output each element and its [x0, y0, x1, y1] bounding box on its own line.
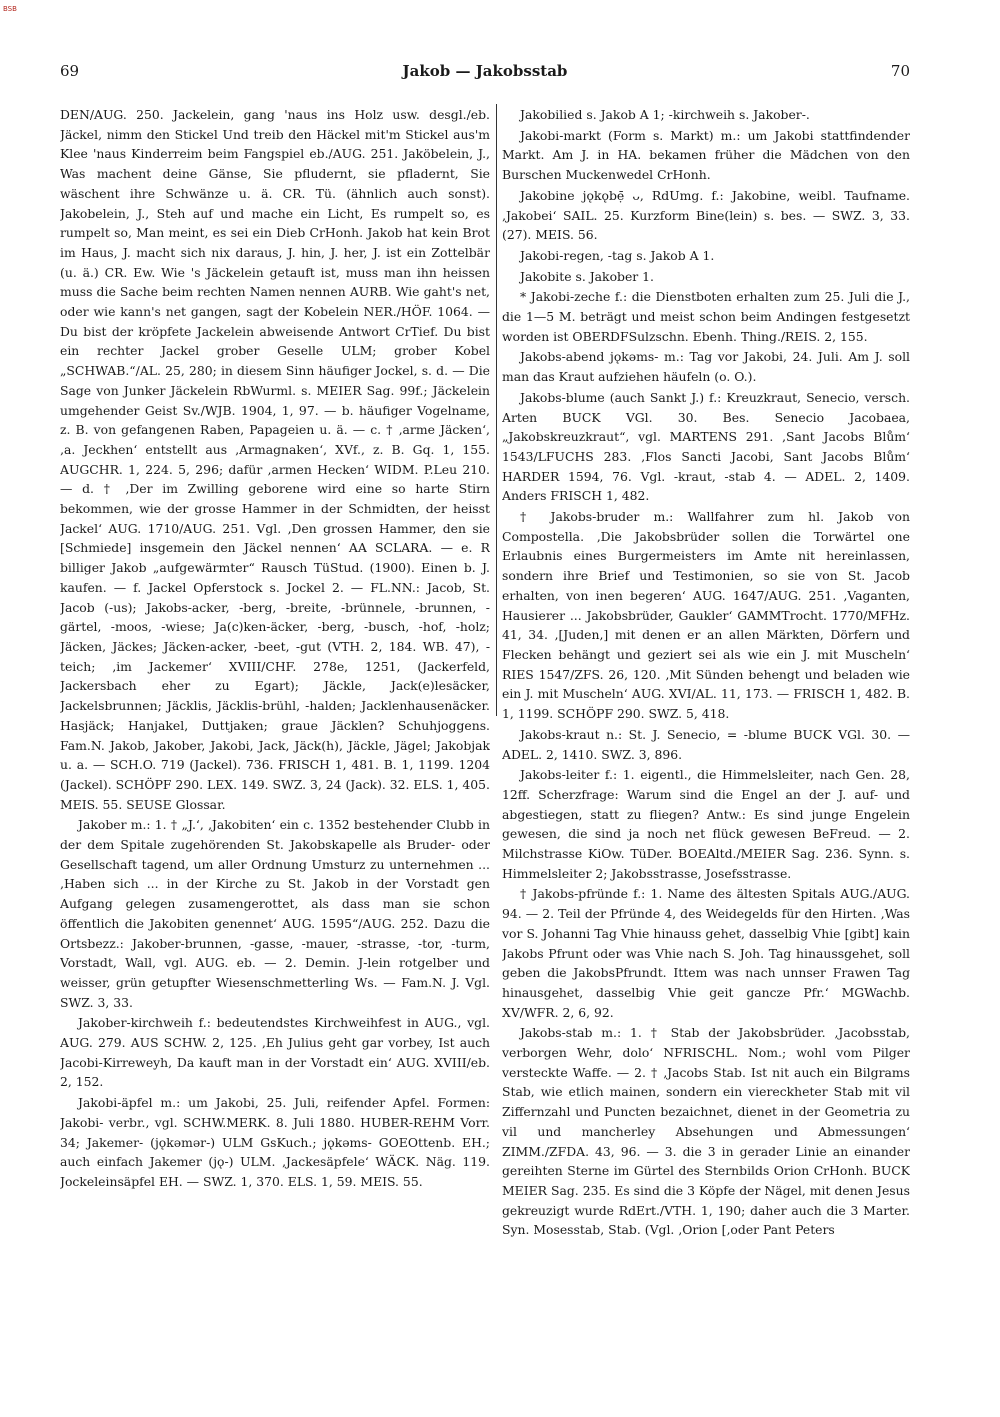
- entry-paragraph: Jakobs-kraut n.: St. J. Senecio, = -blume BUCK VGl. 30. — ADEL. 2, 1410. SWZ. 3, 896.: [502, 726, 910, 762]
- entry-paragraph: Jakobine jǫkǫbẹ̄ ᴗ, RdUmg. f.: Jakobine, weibl. Taufname. ‚Jakobei‘ SAIL. 25. Kurzform Bine(lein) s. bes. — SWZ. 3, 33. (27). MEIS. 56.: [502, 187, 910, 243]
- entry-paragraph: Jakobs-stab m.: 1. † Stab der Jakobsbrüder. ‚Jacobsstab, verborgen Wehr, dolo‘ NFRISCHL. Nom.; wohl vom Pilger versteckte Waffe. — 2. † ‚Jacobs Stab. Ist nit auch ein Bilgrams Stab, wie etlich mainen, sondern ein viereckheter Stab mit vil Ziffernzahl und Puncten bezaichnet, dienet in der Geometria zu vil und mancherley Absehungen und Abmessungen‘ ZIMM./ZFDA. 43, 96. — 3. die 3 in gerader Linie an einander gereihten Sterne im Gürtel des Sternbilds Orion CrHonh. BUCK MEIER Sag. 235. Es sind die 3 Köpfe der Nägel, mit denen Jesus gekreuzigt wurde RdErt./VTH. 1, 190; daher auch die 3 Marter. Syn. Mosesstab, Stab. (Vgl. ‚Orion [‚oder Pant Peters: [502, 1025, 910, 1238]
- entry-paragraph: Jakobi-markt (Form s. Markt) m.: um Jakobi stattfindender Markt. Am J. in HA. bekamen früher die Mädchen von den Burschen Muckenwedel CrHonh.: [502, 127, 910, 183]
- entry-paragraph: Jakober m.: 1. † „J.‘, ‚Jakobiten‘ ein c. 1352 bestehender Clubb in der dem Spitale zugehörenden St. Jakobskapelle als Bruder- oder Gesellschaft tagend, um aller Ordnung Umsturz zu unternehmen ... ‚Haben sich ... in der Kirche zu St. Jakob in der Vorstadt gen Aufgang gelegen zusamengerottet, als dass man sie schon öffentlich die Jakobiten genennet‘ AUG. 1595“/AUG. 252. Dazu die Ortsbezz.: Jakober-brunnen, -gasse, -mauer, -strasse, -tor, -turm, Vorstadt, Wall, vgl. AUG. eb. — 2. Demin. J-lein rotgelber und weisser, grün getupfter Wiesenschmetterling Ws. — Fam.N. J. Vgl. SWZ. 3, 33.: [60, 817, 490, 1010]
- entry-paragraph: Jakobs-blume (auch Sankt J.) f.: Kreuzkraut, Senecio, versch. Arten BUCK VGl. 30. Bes. Senecio Jacobaea, „Jakobskreuzkraut“, vgl. MARTENS 291. ‚Sant Jacobs Blům‘ 1543/LFUCHS 283. ‚Flos Sancti Jacobi, Sant Jacobs Blům‘ HARDER 1594, 76. Vgl. -kraut, -stab 4. — ADEL. 2, 1409. Anders FRISCH 1, 482.: [502, 389, 910, 504]
- column-divider: [496, 104, 497, 716]
- left-column: [60, 105, 490, 1395]
- library-stamp: BSB: [3, 5, 17, 13]
- running-title: Jakob — Jakobsstab: [402, 62, 568, 80]
- entry-paragraph: Jakobi-äpfel m.: um Jakobi, 25. Juli, reifender Apfel. Formen: Jakobi- verbr., vgl. SCHW.MERK. 8. Juli 1880. HUBER-REHM Vorr. 34; Jakemer- (jǫkəmər-) ULM GsKuch.; jǫkəms- GOEOttenb. EH.; auch einfach Jakemer (jǫ-) ULM. ‚Jackesäpfele‘ WÄCK. Näg. 119. Jockeleinsäpfel EH. — SWZ. 1, 370. ELS. 1, 59. MEIS. 55.: [60, 1095, 490, 1189]
- entry-paragraph: Jakober-kirchweih f.: bedeutendstes Kirchweihfest in AUG., vgl. AUG. 279. AUS SCHW. 2, 125. ‚Eh Julius geht gar vorbey, Ist auch Jacobi-Kirreweyh, Da kauft man in der Vorstadt ein‘ AUG. XVIII/eb. 2, 152.: [60, 1015, 490, 1090]
- entry-paragraph: DEN/AUG. 250. Jackelein, gang 'naus ins Holz usw. desgl./eb. Jäckel, nimm den Stickel Und treib den Häckel mit'm Stickel aus'm Klee 'naus Kinderreim beim Fangspiel eb./AUG. 251. Jaköbelein, J., Was machent deine Gänse, Sie pfludernt, sie pfladernt, Sie wäschent ihre Schwänze u. ä. CR. Tü. (ähnlich auch sonst). Jakobelein, J., Steh auf und mache ein Licht, Es rumpelt so, es rumpelt so, Man meint, es sei ein Dieb CrHonh. Jakob hat kein Brot im Haus, J. macht sich nix daraus, J. hin, J. her, J. ist ein Zottelbär (u. ä.) CR. Ew. Wie 's Jäckelein getauft ist, muss man ihn heissen muss die Sache beim rechten Namen nennen AURB. Wie gaht's net, oder wie kann's net gangen, sagt der Kobelein NER./HÖF. 1064. — Du bist der kröpfete Jackelein abweisende Antwort CrTief. Du bist ein rechter Jackel grober Geselle ULM; grober Kobel „SCHWAB.“/AL. 25, 280; in diesem Sinn häufiger Jockel, s. d. — Die Sage von Junker Jäckelein RbWurml. s. MEIER Sag. 99f.; Jäckelein umgehender Geist Sv./WJB. 1904, 1, 97. — b. häufiger Vogelname, z. B. von gefangenen Raben, Papageien u. ä. — c. † ‚arme Jäcken‘, ‚a. Jeckhen‘ entstellt aus ‚Armagnaken‘, XVf., z. B. Gq. 1, 155. AUGCHR. 1, 224. 5, 296; dafür ‚armen Hecken‘ WIDM. P.Leu 210. — d. † ‚Der im Zwilling geborene wird eine so harte Stirn bekommen, wie der grosse Hammer in der Schmidten, der heisst Jackel‘ AUG. 1710/AUG. 251. Vgl. ‚Den grossen Hammer, den sie [Schmiede] insgemein den Jäckel nennen‘ AA SCLARA. — e. R billiger Jakob „aufgewärmter“ Rausch TüStud. (1900). Einen b. J. kaufen. — f. Jackel Opferstock s. Jockel 2. — FL.NN.: Jacob, St. Jacob (-us); Jakobs-acker, -berg, -breite, -brünnele, -brunnen, -gärtel, -moos, -wiese; Ja(c)ken-äcker, -berg, -busch, -hof, -holz; Jäcken, Jäckes; Jäcken-acker, -beet, -gut (VTH. 2, 184. WB. 47), -teich; ‚im Jackemer‘ XVIII/CHF. 278e, 1251, (Jackerfeld, Jackersbach eher zu Egart); Jäckle, Jack(e)lesäcker, Jackelsbrunnen; Jäcklis, Jäcklis-brühl, -halden; Jacklenhausenäcker. Hasjäck; Hanjakel, Duttjaken; graue Jäcklen? Schuhjoggens. Fam.N. Jakob, Jakober, Jakobi, Jack, Jäck(h), Jäckle, Jägel; Jakobjak u. a. — SCH.O. 719 (Jackel). 736. FRISCH 1, 481. B. 1, 1199. 1204 (Jackel). SCHÖPF 290. LEX. 149. SWZ. 3, 24 (Jack). 32. ELS. 1, 405. MEIS. 55. SEUSE Glossar.: [60, 107, 490, 812]
- entry-paragraph: Jakobi-regen, -tag s. Jakob A 1.: [520, 247, 715, 263]
- entry-paragraph: Jakobs-abend jǫkəms- m.: Tag vor Jakobi, 24. Juli. Am J. soll man das Kraut aufziehen häufeln (o. O.).: [502, 349, 910, 385]
- page-number-left: 69: [60, 62, 80, 80]
- page-header: [60, 62, 910, 86]
- entry-paragraph: Jakobilied s. Jakob A 1; -kirchweih s. Jakober-.: [520, 107, 810, 122]
- entry-paragraph: † Jakobs-pfründe f.: 1. Name des ältesten Spitals AUG./AUG. 94. — 2. Teil der Pfründe 4, des Weidegelds für den Hirten. ‚Was vor S. Johanni Tag Vhie hinauss gehet, dasselbig Vhie [gibt] kain Jakobs Pfrunt oder was Vhie nach S. Joh. Tag hinaussgehet, soll geben die JakobsPfrundt. Ittem was nach unnser Frawen Tag hinausgehet, dasselbig Vhie geit gancze Pfr.‘ MGWachb. XV/WFR. 2, 6, 92.: [502, 886, 910, 1020]
- entry-paragraph: Jakobite s. Jakober 1.: [520, 268, 654, 284]
- entry-paragraph: Jakobs-leiter f.: 1. eigentl., die Himmelsleiter, nach Gen. 28, 12ff. Scherzfrage: Warum sind die Engel an der J. auf- und abgestiegen, statt zu fliegen? Antw.: Es sind junge Engelein gewesen, die sind ja noch net flück gewesen BeFreud. — 2. Milchstrasse KiOw. TüDer. BOEAltd./MEIER Sag. 236. Synn. s. Himmelsleiter 2; Jakobsstrasse, Josefsstrasse.: [502, 767, 910, 881]
- entry-paragraph: * Jakobi-zeche f.: die Dienstboten erhalten zum 25. Juli die J., die 1—5 M. beträgt und meist schon beim Andingen festgesetzt worden ist OBERDFSulzschn. Ebenh. Thing./REIS. 2, 155.: [502, 289, 910, 344]
- page-number-right: 70: [890, 62, 910, 80]
- right-column: [502, 105, 910, 1395]
- entry-paragraph: † Jakobs-bruder m.: Wallfahrer zum hl. Jakob von Compostella. ‚Die Jakobsbrüder sollen die Torwärtel one Erlaubnis eines Burgermeisters im Amte nit hereinlassen, sondern ihre Brief und Testimonien, so sie von St. Jacob erhalten, von inen begeren‘ AUG. 1647/AUG. 251. ‚Vaganten, Hausierer ... Jakobsbrüder, Gaukler‘ GAMMTrocht. 1770/MFHz. 41, 34. ‚[Juden,] mit denen er an allen Märkten, Dörfern und Flecken behängt und geziert sei als wie ein J. mit Muscheln‘ RIES 1547/ZFS. 26, 120. ‚Mit Sünden behengt und beladen wie ein J. mit Muscheln‘ AUG. XVI/AL. 11, 173. — FRISCH 1, 482. B. 1, 1199. SCHÖPF 290. SWZ. 5, 418.: [502, 509, 910, 722]
